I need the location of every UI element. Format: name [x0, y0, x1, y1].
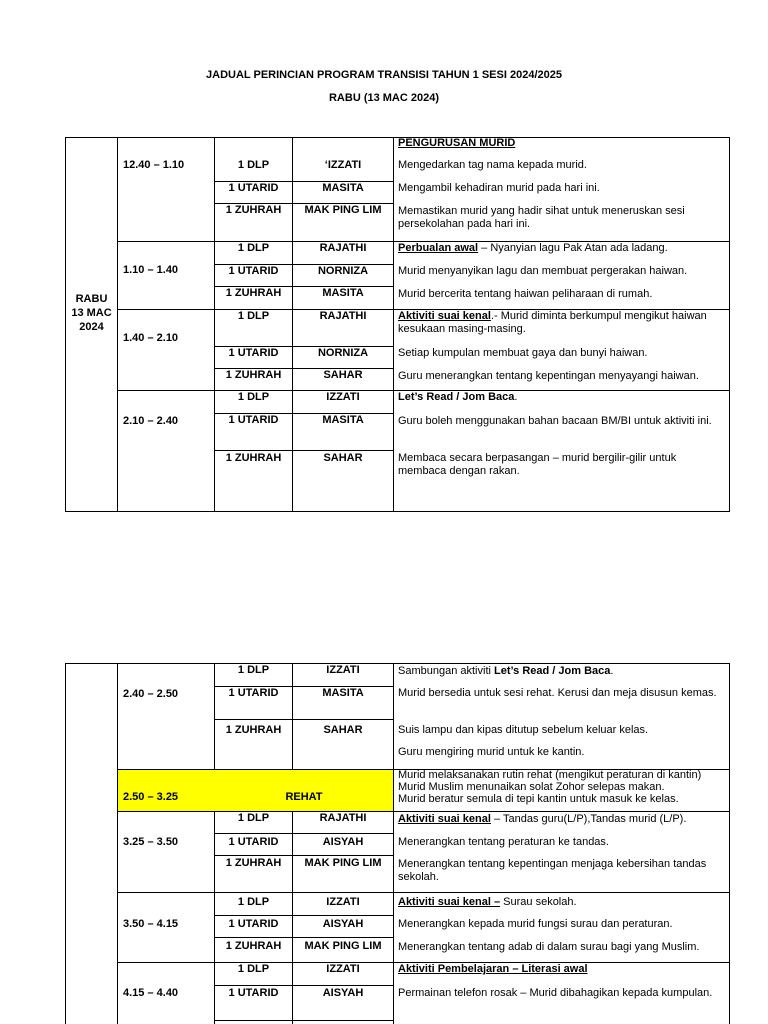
- time-slot: 3.25 – 3.50: [123, 836, 179, 848]
- class-name: 1 ZUHRAH: [225, 369, 282, 381]
- class-name: 1 UTARID: [228, 182, 279, 194]
- class-name: 1 DLP: [237, 391, 270, 403]
- activity-text: Murid menyanyikan lagu dan membuat pergerakan haiwan.: [398, 265, 688, 277]
- activity-text: Aktiviti suai kenal – Surau sekolah.: [398, 896, 577, 908]
- class-name: 1 ZUHRAH: [225, 204, 282, 216]
- time-slot: 12.40 – 1.10: [123, 159, 185, 171]
- activity-text: Murid bersedia untuk sesi rehat. Kerusi dan meja disusun kemas.: [398, 687, 717, 699]
- class-name: 1 DLP: [237, 159, 270, 171]
- time-slot: 3.50 – 4.15: [123, 918, 179, 930]
- teacher-name: AISYAH: [322, 836, 364, 848]
- activity-text: Membaca secara berpasangan – murid bergilir-gilir untuk membaca dengan rakan.: [398, 452, 677, 477]
- class-name: 1 DLP: [237, 963, 270, 975]
- class-name: 1 UTARID: [228, 347, 279, 359]
- time-slot: 2.50 – 3.25: [123, 791, 179, 803]
- teacher-name: AISYAH: [322, 987, 364, 999]
- activity-text: Memastikan murid yang hadir sihat untuk meneruskan sesi persekolahan pada hari ini.: [398, 205, 685, 230]
- activity-text: Permainan telefon rosak – Murid dibahagikan kepada kumpulan.: [398, 987, 713, 999]
- class-name: 1 UTARID: [228, 918, 279, 930]
- activity-text: Menerangkan kepada murid fungsi surau dan peraturan.: [398, 918, 673, 930]
- day-label: RABU 13 MAC 2024: [71, 293, 112, 333]
- class-name: 1 ZUHRAH: [225, 857, 282, 869]
- activity-text: Guru boleh menggunakan bahan bacaan BM/BI untuk aktiviti ini.: [398, 415, 712, 427]
- class-name: 1 ZUHRAH: [225, 940, 282, 952]
- teacher-name: MAK PING LIM: [304, 857, 382, 869]
- rehat-activity-text: Murid melaksanakan rutin rehat (mengikut peraturan di kantin) Murid Muslim menunaikan solat Zohor selepas makan. Murid beratur semula di tepi kantin untuk masuk ke kelas.: [398, 769, 702, 805]
- document-title: JADUAL PERINCIAN PROGRAM TRANSISI TAHUN 1 SESI 2024/2025: [206, 69, 562, 81]
- time-slot: 4.15 – 4.40: [123, 987, 179, 999]
- time-slot: 1.10 – 1.40: [123, 264, 179, 276]
- teacher-name: IZZATI: [326, 664, 360, 676]
- activity-text: Guru menerangkan tentang kepentingan menyayangi haiwan.: [398, 370, 699, 382]
- rehat-highlight: [118, 769, 393, 811]
- teacher-name: AISYAH: [322, 918, 364, 930]
- activity-text: Guru mengiring murid untuk ke kantin.: [398, 746, 585, 758]
- activity-text: Mengambil kehadiran murid pada hari ini.: [398, 182, 600, 194]
- teacher-name: MASITA: [322, 182, 364, 194]
- class-name: 1 DLP: [237, 310, 270, 322]
- teacher-name: NORNIZA: [317, 347, 369, 359]
- activity-text: Let’s Read / Jom Baca.: [398, 391, 518, 403]
- teacher-name: MASITA: [322, 287, 364, 299]
- activity-text: Aktiviti Pembelajaran – Literasi awal: [398, 963, 588, 975]
- class-name: 1 UTARID: [228, 265, 279, 277]
- teacher-name: IZZATI: [326, 963, 360, 975]
- teacher-name: SAHAR: [323, 724, 363, 736]
- teacher-name: SAHAR: [323, 369, 363, 381]
- teacher-name: MASITA: [322, 414, 364, 426]
- class-name: 1 UTARID: [228, 987, 279, 999]
- class-name: 1 UTARID: [228, 836, 279, 848]
- activity-text: Mengedarkan tag nama kepada murid.: [398, 159, 587, 171]
- teacher-name: IZZATI: [326, 896, 360, 908]
- document-subtitle: RABU (13 MAC 2024): [328, 92, 440, 104]
- activity-text: Aktiviti suai kenal – Tandas guru(L/P),Tandas murid (L/P).: [398, 813, 687, 825]
- time-slot: 2.40 – 2.50: [123, 688, 179, 700]
- class-name: 1 UTARID: [228, 414, 279, 426]
- activity-text: Suis lampu dan kipas ditutup sebelum keluar kelas.: [398, 724, 649, 736]
- rehat-label: REHAT: [285, 791, 323, 803]
- class-name: 1 ZUHRAH: [225, 287, 282, 299]
- teacher-name: RAJATHI: [319, 812, 367, 824]
- class-name: 1 DLP: [237, 664, 270, 676]
- activity-text: Menerangkan tentang kepentingan menjaga kebersihan tandas sekolah.: [398, 858, 707, 883]
- activity-text: Murid bercerita tentang haiwan peliharaan di rumah.: [398, 288, 653, 300]
- teacher-name: RAJATHI: [319, 310, 367, 322]
- teacher-name: MAK PING LIM: [304, 204, 382, 216]
- activity-text: Aktiviti suai kenal.- Murid diminta berkumpul mengikut haiwan kesukaan masing-masing.: [398, 310, 707, 335]
- teacher-name: IZZATI: [326, 391, 360, 403]
- activity-text: Menerangkan tentang peraturan ke tandas.: [398, 836, 609, 848]
- section-title: PENGURUSAN MURID: [398, 137, 516, 149]
- teacher-name: NORNIZA: [317, 265, 369, 277]
- activity-text: Setiap kumpulan membuat gaya dan bunyi haiwan.: [398, 347, 648, 359]
- class-name: 1 DLP: [237, 896, 270, 908]
- teacher-name: ‘IZZATI: [324, 159, 362, 171]
- class-name: 1 DLP: [237, 812, 270, 824]
- activity-text: Menerangkan tentang adab di dalam surau bagi yang Muslim.: [398, 941, 700, 953]
- class-name: 1 DLP: [237, 242, 270, 254]
- class-name: 1 UTARID: [228, 687, 279, 699]
- class-name: 1 ZUHRAH: [225, 724, 282, 736]
- teacher-name: MAK PING LIM: [304, 940, 382, 952]
- time-slot: 2.10 – 2.40: [123, 415, 179, 427]
- class-name: 1 ZUHRAH: [225, 452, 282, 464]
- teacher-name: MASITA: [322, 687, 364, 699]
- activity-text: Sambungan aktiviti Let’s Read / Jom Baca.: [398, 665, 614, 677]
- activity-text: Perbualan awal – Nyanyian lagu Pak Atan ada ladang.: [398, 242, 668, 254]
- teacher-name: SAHAR: [323, 452, 363, 464]
- teacher-name: RAJATHI: [319, 242, 367, 254]
- time-slot: 1.40 – 2.10: [123, 332, 179, 344]
